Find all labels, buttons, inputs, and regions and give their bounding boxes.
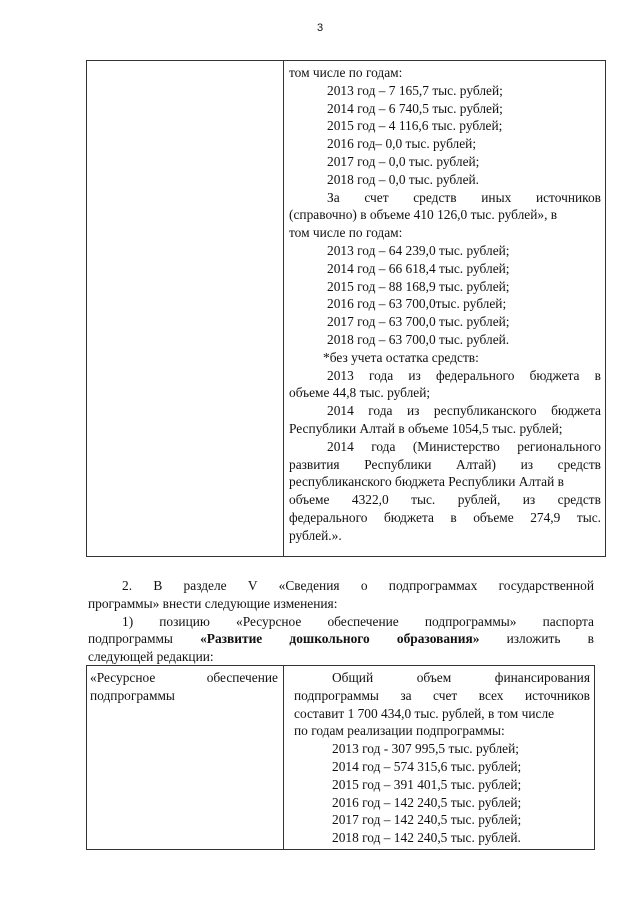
- table2-left-cell: [87, 666, 284, 850]
- left-cell-line: подпрограммы: [90, 687, 175, 703]
- paragraph-line: следующей редакции:: [88, 649, 214, 665]
- left-cell-line: «Ресурсное обеспечение: [90, 670, 278, 685]
- text-line: 2017 год – 0,0 тыс. рублей;: [327, 153, 480, 169]
- text-line: Республики Алтай в объеме 1054,5 тыс. рублей;: [289, 420, 563, 436]
- paragraph-line: программы» внести следующие изменения:: [88, 595, 338, 611]
- paragraph-line: 2. В разделе V «Сведения о подпрограммах государственной: [122, 578, 594, 593]
- text-line: республиканского бюджета Республики Алтай в: [289, 474, 564, 490]
- table2-right-text: [294, 669, 590, 847]
- paragraph-text: изложить в: [479, 631, 594, 647]
- page-number: 3: [316, 22, 324, 34]
- section-paragraph: [88, 577, 594, 666]
- text-line: 2014 года (Министерство регионального: [327, 438, 601, 454]
- resource-table-continued: [86, 60, 606, 557]
- subprogram-title: «Развитие дошкольного образования»: [200, 631, 480, 647]
- text-line: объеме 44,8 тыс. рублей;: [289, 385, 431, 401]
- paragraph-text: подпрограммы: [88, 631, 201, 647]
- text-line: 2013 год - 307 995,5 тыс. рублей;: [332, 741, 519, 757]
- text-line: 2017 год – 63 700,0 тыс. рублей;: [327, 314, 510, 330]
- text-line: Общий объем финансирования: [332, 670, 590, 685]
- text-line: 2013 год – 64 239,0 тыс. рублей;: [327, 242, 510, 258]
- paragraph-line: [88, 630, 594, 648]
- table2-right-cell: [284, 666, 595, 850]
- table1-right-cell: [284, 61, 606, 557]
- text-line: 2014 год – 66 618,4 тыс. рублей;: [327, 260, 510, 276]
- text-line: 2013 года из федерального бюджета в: [327, 367, 601, 383]
- text-line: 2018 год – 142 240,5 тыс. рублей.: [332, 830, 521, 846]
- text-line: подпрограммы за счет всех источников: [294, 687, 590, 703]
- text-line: 2016 год – 142 240,5 тыс. рублей;: [332, 794, 522, 810]
- text-line: том числе по годам:: [289, 225, 403, 241]
- text-line: За счет средств иных источников: [327, 189, 601, 205]
- text-line: 2018 год – 63 700,0 тыс. рублей.: [327, 331, 510, 347]
- text-line: 2013 год – 7 165,7 тыс. рублей;: [327, 82, 503, 98]
- text-line: объеме 4322,0 тыс. рублей, из средств: [289, 492, 601, 508]
- text-line: *без учета остатка средств:: [323, 349, 479, 365]
- text-line: 2015 год – 4 116,6 тыс. рублей;: [327, 118, 503, 134]
- text-line: (справочно) в объеме 410 126,0 тыс. рублей», в: [289, 207, 558, 223]
- text-line: 2017 год – 142 240,5 тыс. рублей;: [332, 812, 522, 828]
- text-line: 2018 год – 0,0 тыс. рублей.: [327, 171, 480, 187]
- paragraph-line: 1) позицию «Ресурсное обеспечение подпрограммы» паспорта: [122, 613, 594, 629]
- text-line: по годам реализации подпрограммы:: [294, 723, 505, 739]
- text-line: 2016 год– 0,0 тыс. рублей;: [327, 136, 477, 152]
- text-line: 2015 год – 391 401,5 тыс. рублей;: [332, 776, 522, 792]
- text-line: 2014 года из республиканского бюджета: [327, 403, 601, 419]
- table1-right-text: [289, 64, 601, 545]
- text-line: рублей.».: [289, 527, 342, 543]
- table1-left-cell: [87, 61, 284, 557]
- text-line: развития Республики Алтай) из средств: [289, 456, 601, 472]
- text-line: 2015 год – 88 168,9 тыс. рублей;: [327, 278, 510, 294]
- text-line: том числе по годам:: [289, 65, 403, 80]
- text-line: 2014 год – 6 740,5 тыс. рублей;: [327, 100, 503, 116]
- resource-table-new: [86, 665, 595, 850]
- text-line: 2016 год – 63 700,0тыс. рублей;: [327, 296, 507, 312]
- text-line: 2014 год – 574 315,6 тыс. рублей;: [332, 758, 522, 774]
- text-line: федерального бюджета в объеме 274,9 тыс.: [289, 509, 601, 525]
- text-line: составит 1 700 434,0 тыс. рублей, в том числе: [294, 705, 555, 721]
